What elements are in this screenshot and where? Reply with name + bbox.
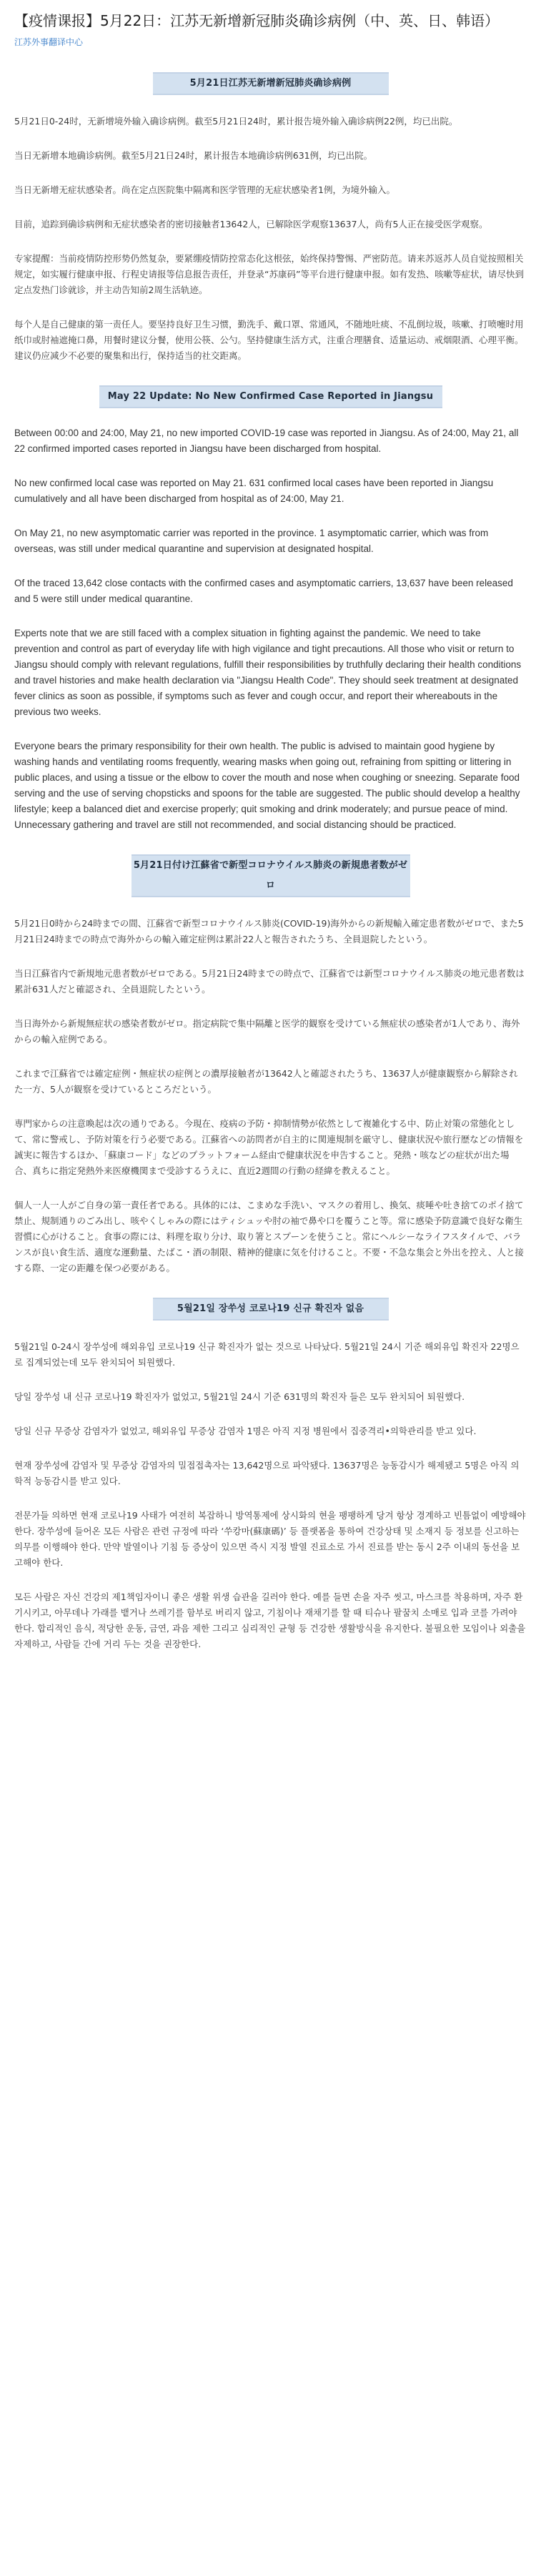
paragraph: 每个人是自己健康的第一责任人。要坚持良好卫生习惯，勤洗手、戴口罩、常通风，不随地吐痰、不乱倒垃圾，咳嗽、打喷嚏时用纸巾或肘袖遮掩口鼻，用餐时建议分餐，使用公筷、公勺。坚持健康生活方式，注重合理膳食、适量运动、戒烟限酒、心理平衡。建议仍应减少不必要的聚集和出行，保持适当的社交距离。	[14, 319, 524, 361]
paragraph: 個人一人一人がご自身の第一責任者である。具体的には、こまめな手洗い、マスクの着用し、換気、痰唾や吐き捨てのポイ捨て禁止、規制通りのごみ出し、咳やくしゃみの際にはティシュッや肘の袖で鼻や口を覆うこと等。常に感染予防意識で良好な衛生習慣に心がけること。食事の際には、料理を取り分け、取り箸とスプーンを使うこと。常にヘルシーなライフスタイルで、バランスが良い食生活、適度な運動量、たばこ・酒の制限、精神的健康に気を付けること。不要・不急な集会と外出を控え、人と接する際、一定の距離を保つ必要がある。	[14, 1200, 524, 1273]
paragraph: No new confirmed local case was reported on May 21. 631 confirmed local cases have been reported in Jiangsu cumulatively and all have been discharged from hospital as of 24:00, May 21.	[14, 478, 494, 504]
section-chinese	[14, 72, 527, 364]
section-heading-korean: 5월21일 장쑤성 코로나19 신규 확진자 없음	[153, 1298, 389, 1321]
paragraph: 5월21일 0-24시 장쑤성에 해외유입 코로나19 신규 확진자가 없는 것으로 나타났다. 5월21일 24시 기준 해외유입 확진자 22명으로 집계되었는데 모두 완치되어 퇴원했다.	[14, 1341, 520, 1368]
section-heading-english: May 22 Update: No New Confirmed Case Reported in Jiangsu	[99, 385, 442, 408]
paragraph: 当日海外から新規無症状の感染者数がゼロ。指定病院で集中隔離と医学的観察を受けている無症状の感染者が1人であり、海外からの輸入症例である。	[14, 1018, 520, 1045]
paragraph: 当日无新增本地确诊病例。截至5月21日24时，累计报告本地确诊病例631例，均已出院。	[14, 150, 373, 161]
paragraph: 5月21日0-24时，无新增境外输入确诊病例。截至5月21日24时，累计报告境外输入确诊病例22例，均已出院。	[14, 116, 458, 127]
paragraph: On May 21, no new asymptomatic carrier was reported in the province. 1 asymptomatic carrier, which was from overseas, was still under medical quarantine and supervision at designated hospital.	[14, 528, 489, 554]
paragraph: 専門家からの注意喚起は次の通りである。今現在、疫病の予防・抑制情勢が依然として複雑化する中、防止対策の常態化として、常に警戒し、予防対策を行う必要である。江蘇省への訪問者が自主的に関連規制を厳守し、健康状況や旅行歴などの情報を誠実に報告するほか、「蘇康コード」などのプラットフォーム経由で健康状況を申告すること。発熱・咳などの症状が出た場合、真ちに指定発熱外来医療機関まで受診するうえに、直近2週間の行動の経緯を教えること。	[14, 1118, 524, 1176]
paragraph: 5月21日0時から24時までの間、江蘇省で新型コロナウイルス肺炎(COVID-19)海外からの新規輸入確定患者数がゼロで、また5月21日24時までの時点で海外からの輸入確定症例は累計22人と報告されたうち、全員退院したという。	[14, 918, 524, 944]
paragraph: Between 00:00 and 24:00, May 21, no new imported COVID-19 case was reported in Jiangsu. As of 24:00, May 21, all 22 confirmed imported cases reported in Jiangsu have been discharged from hospital.	[14, 428, 519, 454]
paragraph: Experts note that we are still faced with a complex situation in fighting against the pandemic. We need to take prevention and control as part of everyday life with high vigilance and tight precautions. All those who visit or return to Jiangsu should comply with relevant regulations, fulfill their responsibilities by truthfully declaring their health conditions and travel histories and make health declaration via "Jiangsu Health Code". They should seek treatment at designated fever clinics as soon as possible, if symptoms such as fever and cough occur, and report their whereabouts in the previous two weeks.	[14, 628, 522, 717]
paragraph: 当日江蘇省内で新規地元患者数がゼロである。5月21日24時までの時点で、江蘇省では新型コロナウイルス肺炎の地元患者数は累計631人だと確認され、全員退院したという。	[14, 968, 525, 995]
section-korean	[14, 1298, 527, 1652]
paragraph: 目前，追踪到确诊病例和无症状感染者的密切接触者13642人，已解除医学观察13637人，尚有5人正在接受医学观察。	[14, 219, 488, 230]
paragraph: 当日无新增无症状感染者。尚在定点医院集中隔离和医学管理的无症状感染者1例，为境外输入。	[14, 184, 395, 195]
section-heading-chinese: 5月21日江苏无新增新冠肺炎确诊病例	[153, 72, 389, 95]
paragraph: これまで江蘇省では確定症例・無症状の症例との濃厚接触者が13642人と確認されたうち、13637人が健康観察から解除された一方、5人が観察を受けているところだという。	[14, 1068, 518, 1095]
paragraph: 당일 장쑤성 내 신규 코로나19 확진자가 없었고, 5월21일 24시 기준 631명의 확진자 들은 모두 완치되어 퇴원했다.	[14, 1391, 465, 1402]
section-heading-japanese: 5月21日付け江蘇省で新型コロナウイルス肺炎の新規患者数がゼロ	[131, 854, 410, 897]
paragraph: Everyone bears the primary responsibility for their own health. The public is advised to maintain good hygiene by washing hands and ventilating rooms frequently, wearing masks when going out, refraining from spitting or littering in public places, and using a tissue or the elbow to cover the mouth and nose when coughing or sneezing. Separate food serving and the use of serving chopsticks and spoons for the table are suggested. The public should develop a healthy lifestyle; keep a balanced diet and exercise properly; quit smoking and drink moderately; and pursue peace of mind. Unnecessary gathering and travel are still not recommended, and social distancing should be practiced.	[14, 741, 520, 830]
paragraph: 专家提醒：当前疫情防控形势仍然复杂，要紧绷疫情防控常态化这根弦，始终保持警惕、严密防范。请来苏返苏人员自觉按照相关规定，如实履行健康申报、行程史请报等信息报告责任，并登录“苏康码”等平台进行健康申报。如有发热、咳嗽等症状，请尽快到定点发热门诊就诊，并主动告知前2周生活轨迹。	[14, 253, 524, 295]
paragraph: 모든 사람은 자신 건강의 제1책임자이니 좋은 생활 위생 습관을 길러야 한다. 예를 들면 손을 자주 씻고, 마스크를 착용하며, 자주 환기시키고, 아무데나 가래를 뱉거나 쓰레기를 함부로 버리지 않고, 기침이나 재채기를 할 때 티슈나 팔꿈치 소매로 입과 코를 가려야 한다. 합리적인 음식, 적당한 운동, 금연, 과음 제한 그리고 심리적인 균형 등 건강한 생활방식을 유지한다. 불필요한 모임이나 외출을 자제하고, 사람들 간에 거리 두는 것을 권장한다.	[14, 1592, 526, 1649]
paragraph: 전문가들 의하면 현재 코로나19 사태가 여전히 복잡하니 방역통제에 상시화의 현을 팽팽하게 당겨 항상 경계하고 빈틈없이 예방해야 한다. 장쑤성에 들어온 모든 사람은 관련 규정에 따라 ‘쑤캉마(蘇康碼)’ 등 플랫폼을 통하여 건강상태 및 소재지 등 정보를 신고하는 의무를 이행해야 한다. 만약 발열이나 기침 등 증상이 있으면 즉시 지정 발열 진료소로 가서 진료를 받는 동시 2주 이내의 동선을 보고해야 한다.	[14, 1510, 526, 1568]
section-japanese	[14, 854, 527, 1276]
paragraph: Of the traced 13,642 close contacts with the confirmed cases and asymptomatic carriers, 13,637 have been released and 5 were still under medical quarantine.	[14, 578, 513, 604]
article-source-link[interactable]: 江苏外事翻译中心	[14, 37, 84, 47]
paragraph: 당일 신규 무증상 감염자가 없었고, 해외유입 무증상 감염자 1명은 아직 지정 병원에서 집중격리•의학관리를 받고 있다.	[14, 1426, 477, 1436]
section-english	[14, 385, 527, 833]
paragraph: 현재 장쑤성에 감염자 및 무증상 감염자의 밀접접촉자는 13,642명으로 파악됐다. 13637명은 능동감시가 해제됐고 5명은 아직 의학적 능동감시를 받고 있다.	[14, 1460, 520, 1486]
article-title: 【疫情课报】5月22日：江苏无新增新冠肺炎确诊病例（中、英、日、韩语）	[14, 12, 500, 29]
